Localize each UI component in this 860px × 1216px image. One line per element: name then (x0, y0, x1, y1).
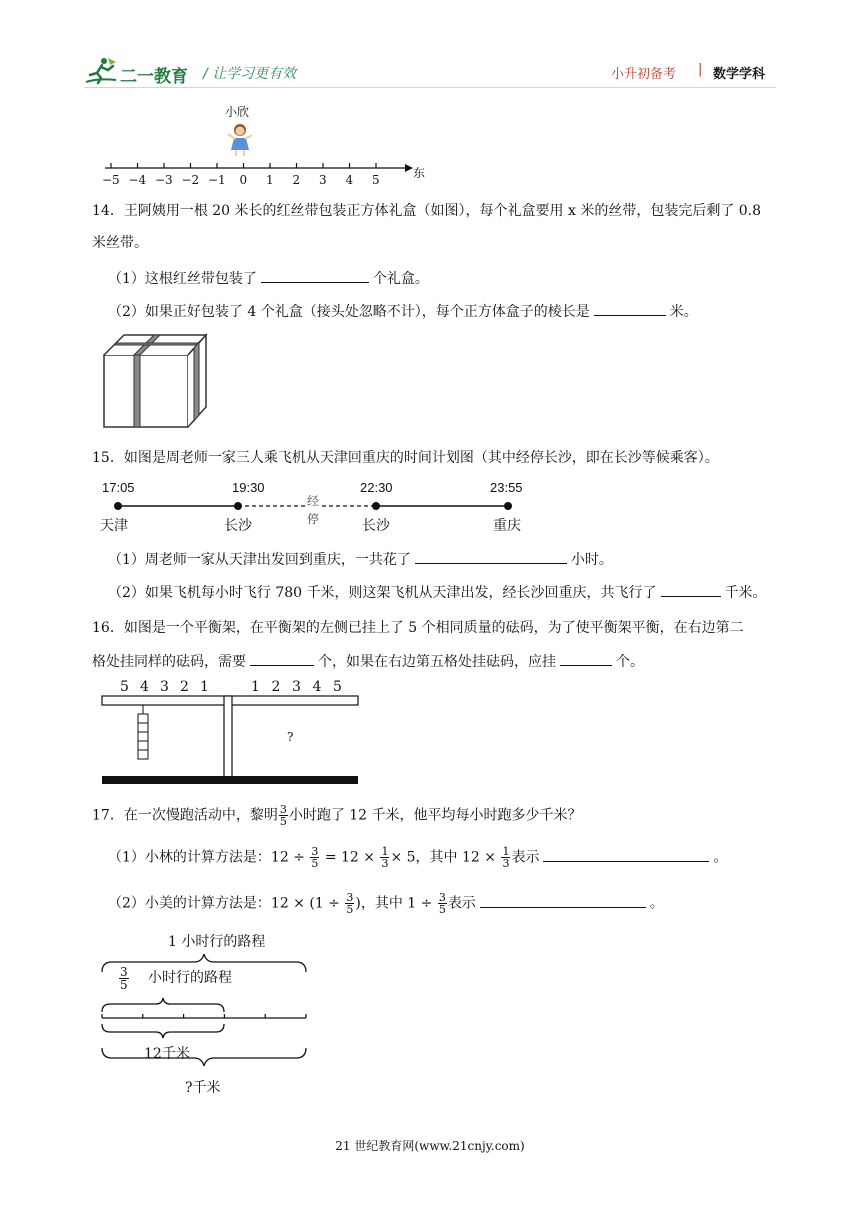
number-line-tick-label: 5 (372, 173, 380, 187)
header-category: 小升初备考 (611, 67, 677, 82)
weight-stack (138, 714, 148, 759)
balance-left-number: 2 (180, 679, 189, 695)
balance-frame (100, 676, 360, 788)
q17-part2: （2）小美的计算方法是：12 × (1 ÷ $\frac{3}{5}$ )，其中 1 ÷ $\frac{3}{5}$ 表示 。 (108, 891, 664, 916)
q15-line1: 15．如图是周老师一家三人乘飞机从天津回重庆的时间计划图（其中经停长沙，即在长沙等候乘客）。 (92, 450, 719, 466)
q16-answer-blank-1[interactable] (250, 651, 314, 666)
question-mark: ? (287, 730, 294, 744)
number-line-tick-label: 4 (345, 173, 354, 187)
q15-part1: （1）周老师一家从天津出发回到重庆，一共花了 小时。 (108, 549, 613, 570)
place-label: 长沙 (362, 518, 390, 534)
q14-line2: 米丝带。 (92, 235, 148, 251)
place-label: 重庆 (493, 518, 521, 534)
number-line-figure (95, 98, 435, 190)
number-line-tick-label: 0 (239, 173, 248, 187)
balance-left-number: 1 (200, 679, 209, 695)
runner-logo-icon (82, 56, 120, 86)
q14-line1: 14．王阿姨用一根 20 米长的红丝带包装正方体礼盒（如图），每个礼盒要用 x 米的丝带，包装完后剩了 0.8 (92, 203, 762, 219)
q17-part1-answer-blank[interactable] (543, 847, 709, 862)
fraction-3-5: $\frac{3}{5}$ (279, 803, 287, 828)
fraction-1-3: $\frac{1}{3}$ (381, 845, 389, 870)
header-rule (84, 87, 776, 88)
q15-part2-answer-blank[interactable] (661, 582, 721, 597)
fraction-3-5: $\frac{3}{5}$ (438, 891, 446, 916)
flight-timeline (100, 478, 540, 538)
header (0, 0, 860, 90)
number-line-tick-label: −4 (128, 173, 147, 187)
timeline-point (234, 502, 242, 510)
timeline-point (372, 502, 380, 510)
balance-left-number: 3 (160, 679, 169, 695)
q14-part1: （1）这根红丝带包装了 个礼盒。 (108, 268, 429, 289)
timeline-point (504, 502, 512, 510)
diagram-top-label: 1 小时行的路程 (168, 934, 266, 950)
slogan: / 让学习更有效 (203, 66, 297, 82)
q14-part2-answer-blank[interactable] (594, 301, 666, 316)
number-line-tick-label: 2 (292, 173, 301, 187)
number-line-tick-label: 3 (319, 173, 327, 187)
person-label: 小欣 (225, 105, 250, 119)
stop-label: 停 (307, 512, 320, 526)
header-divider: | (698, 62, 703, 77)
q16-line2: 格处挂同样的砝码，需要 个，如果在右边第五格处挂砝码，应挂 个。 (92, 651, 644, 672)
brand-name: 二一教育 (120, 67, 188, 86)
header-subject: 数学学科 (713, 67, 766, 82)
q14-part1-answer-blank[interactable] (261, 268, 369, 283)
q14-part2: （2）如果正好包装了 4 个礼盒（接头处忽略不计），每个正方体盒子的棱长是 米。 (108, 301, 698, 322)
diagram-lines (96, 928, 316, 1100)
place-label: 天津 (100, 518, 128, 534)
gift-box-figure (102, 333, 208, 429)
balance-right-number: 1 (251, 679, 260, 695)
time-label: 19:30 (232, 480, 265, 495)
diagram-fraction-text: 小时行的路程 (148, 970, 232, 986)
q17-part1: （1）小林的计算方法是：12 ÷ $\frac{3}{5}$ = 12 × $\frac{1}{3}$ × 5，其中 12 × $\frac{1}{3}$ 表示 。 (108, 845, 728, 870)
timeline-point (114, 502, 122, 510)
place-label: 长沙 (224, 518, 252, 534)
q17-line1: 17．在一次慢跑活动中，黎明 $\frac{3}{5}$ 小时跑了 12 千米，他平均每小时跑多少千米？ (92, 803, 582, 828)
q15-part2: （2）如果飞机每小时飞行 780 千米，则这架飞机从天津出发，经长沙回重庆，共飞行了 千米。 (108, 582, 767, 603)
fraction-3-5: $\frac{3}{5}$ (311, 845, 319, 870)
balance-right-number: 4 (312, 679, 322, 695)
q16-line1: 16．如图是一个平衡架，在平衡架的左侧已挂上了 5 个相同质量的砝码，为了使平衡架平衡，在右边第二 (92, 620, 744, 636)
balance-right-number: 2 (271, 679, 281, 695)
q17-part2-answer-blank[interactable] (480, 893, 646, 908)
balance-right-number: 3 (292, 679, 301, 695)
balance-figure (100, 676, 360, 788)
time-label: 22:30 (360, 480, 393, 495)
distance-diagram (96, 928, 316, 1100)
diagram-bottom-label-2: ?千米 (185, 1080, 221, 1096)
fraction-1-3: $\frac{1}{3}$ (502, 845, 510, 870)
girl-icon (225, 122, 255, 158)
number-line-tick-label: 1 (266, 173, 274, 187)
number-line-tick-label: −5 (102, 173, 120, 187)
diagram-fraction: $\frac{3}{5}$ (120, 965, 128, 992)
stop-label: 经 (307, 494, 320, 508)
balance-right-number: 5 (333, 679, 342, 695)
number-line-tick-label: −2 (181, 173, 200, 187)
balance-left-number: 5 (120, 679, 129, 695)
direction-label: 东 (413, 166, 426, 180)
balance-left-number: 4 (140, 679, 149, 695)
time-label: 17:05 (102, 480, 135, 495)
q15-part1-answer-blank[interactable] (415, 549, 567, 564)
number-line-tick-label: −3 (155, 173, 173, 187)
fraction-3-5: $\frac{3}{5}$ (346, 891, 354, 916)
time-label: 23:55 (490, 480, 523, 495)
timeline-line (100, 496, 540, 516)
diagram-bottom-label-1: 12千米 (144, 1046, 190, 1062)
number-line-tick-label: −1 (208, 173, 226, 187)
footer: 21 世纪教育网(www.21cnjy.com) (335, 1139, 525, 1153)
q16-answer-blank-2[interactable] (560, 651, 612, 666)
